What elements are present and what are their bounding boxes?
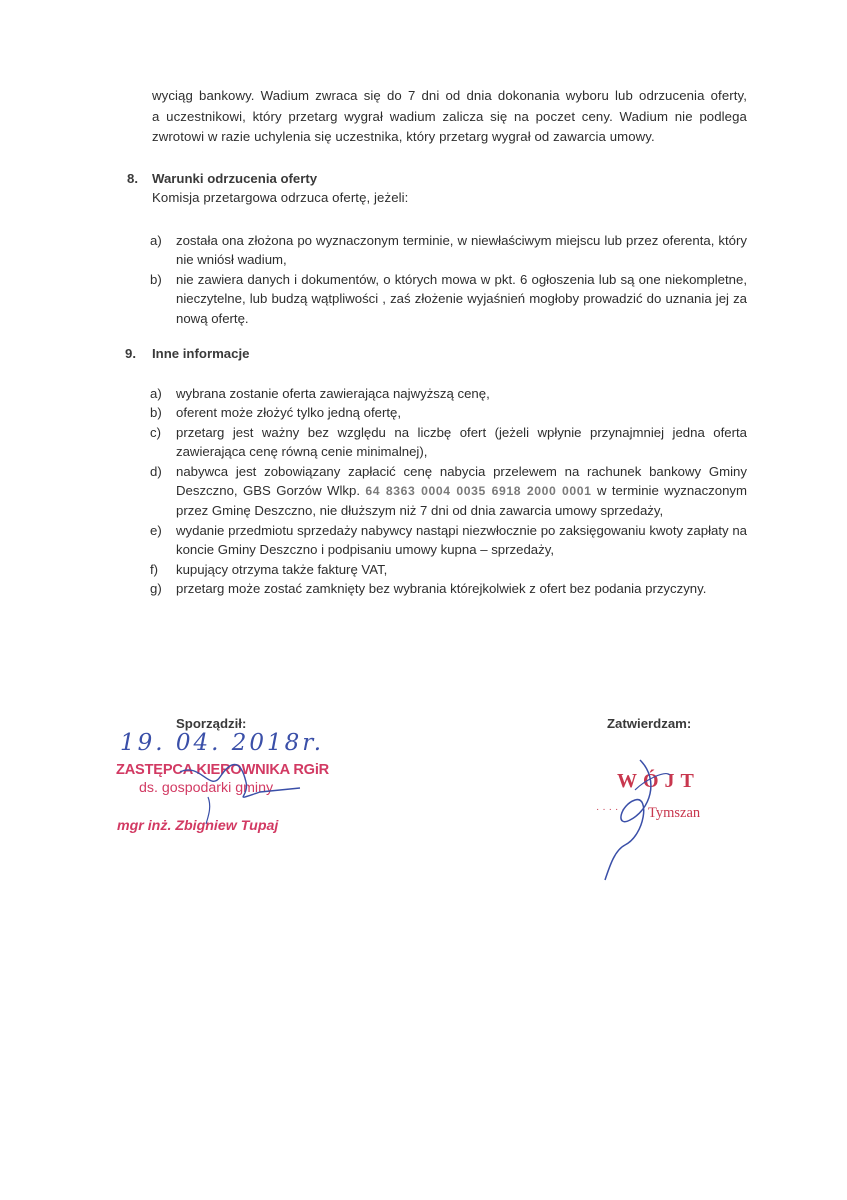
list-item (150, 521, 747, 560)
stamp-name-right: Tymszan (648, 805, 701, 821)
list-text: wybrana zostanie oferta zawierająca najwyższą cenę, (176, 386, 490, 401)
list-item (150, 231, 747, 270)
list-item (150, 462, 747, 521)
stamp-name: mgr inż. Zbigniew Tupaj (117, 818, 279, 834)
stamp-dots: ····· (596, 804, 628, 815)
list-letter: a) (150, 233, 162, 248)
list-letter: b) (150, 271, 162, 287)
list-text: oferent może złożyć tylko jedną ofertę, (176, 405, 402, 421)
list-letter: d) (150, 463, 162, 479)
list-text: kupujący otrzyma także fakturę VAT, (176, 561, 388, 577)
section-9-number: 9. (125, 346, 136, 361)
stamp-position: ZASTĘPCA KIEROWNIKA RGiR (116, 762, 330, 778)
intro-line: wyciąg bankowy. Wadium zwraca się do 7 dni od dnia dokonania wyboru lub odrzucenia oferty, (152, 88, 747, 103)
list-item (150, 579, 747, 598)
list-letter: g) (150, 581, 162, 597)
section-8-number: 8. (127, 171, 138, 186)
list-item (150, 423, 747, 462)
list-text: nie zawiera danych i dokumentów, o których mowa w pkt. 6 ogłoszenia lub są one niekompletne, nieczytelne, lub budzą wątpliwości , zaś złożenie wyjaśnień mogłoby prowadzić do uznania jej za nową ofertę. (176, 271, 747, 326)
list-item (150, 270, 747, 328)
intro-line: zwrotowi w razie uchylenia się uczestnika, który przetarg wygrał od zawarcia umowy. (152, 129, 655, 144)
right-signature (590, 750, 680, 890)
section-9-list (150, 384, 747, 598)
list-text-part: nabywca jest zobowiązany zapłacić cenę nabycia przelewem na rachunek bankowy Gminy Deszczno, GBS Gorzów Wlkp. (176, 463, 747, 499)
list-text (176, 462, 747, 521)
list-text: przetarg może zostać zamknięty bez wybrania którejkolwiek z ofert bez podania przyczyny. (176, 581, 707, 597)
list-item (150, 560, 747, 579)
list-letter: c) (150, 424, 161, 440)
section-8-list (150, 231, 747, 328)
section-8-lead: Komisja przetargowa odrzuca ofertę, jeżeli: (152, 190, 409, 205)
list-letter: f) (150, 561, 159, 577)
list-item (150, 384, 747, 403)
approved-label: Zatwierdzam: (607, 716, 692, 731)
stamp-title: WÓJT (617, 770, 700, 792)
stamp-department: ds. gospodarki gminy (139, 780, 274, 796)
list-text-part: w terminie wyznaczonym przez Gminę Deszczno, nie dłuższym niż 7 dni od dnia zawarcia umowy sprzedaży, (176, 483, 748, 519)
list-letter: b) (150, 405, 162, 421)
list-letter: a) (150, 386, 162, 401)
left-signature (150, 752, 310, 832)
bank-account-number: 64 8363 0004 0035 6918 2000 0001 (365, 484, 592, 499)
section-8-title: Warunki odrzucenia oferty (152, 171, 318, 186)
handwritten-date: 19. 04. 2018r. (120, 730, 325, 756)
list-text: przetarg jest ważny bez względu na liczbę ofert (jeżeli wpłynie przynajmniej jedna oferta zawierająca cenę równą cenie minimalnej), (176, 424, 747, 460)
prepared-by-label: Sporządził: (176, 716, 247, 731)
list-letter: e) (150, 522, 162, 538)
intro-paragraph (152, 86, 747, 148)
list-text: wydanie przedmiotu sprzedaży nabywcy nastąpi niezwłocznie po zaksięgowaniu kwoty zapłaty na koncie Gminy Deszczno i podpisaniu umowy kupna – sprzedaży, (176, 522, 747, 558)
list-text: została ona złożona po wyznaczonym terminie, w niewłaściwym miejscu lub przez oferenta, który nie wniósł wadium, (176, 233, 747, 268)
section-9-title: Inne informacje (152, 346, 250, 361)
list-item (150, 403, 747, 422)
intro-line: a uczestnikowi, który przetarg wygrał wadium zalicza się na poczet ceny. Wadium nie podlega (152, 108, 747, 124)
